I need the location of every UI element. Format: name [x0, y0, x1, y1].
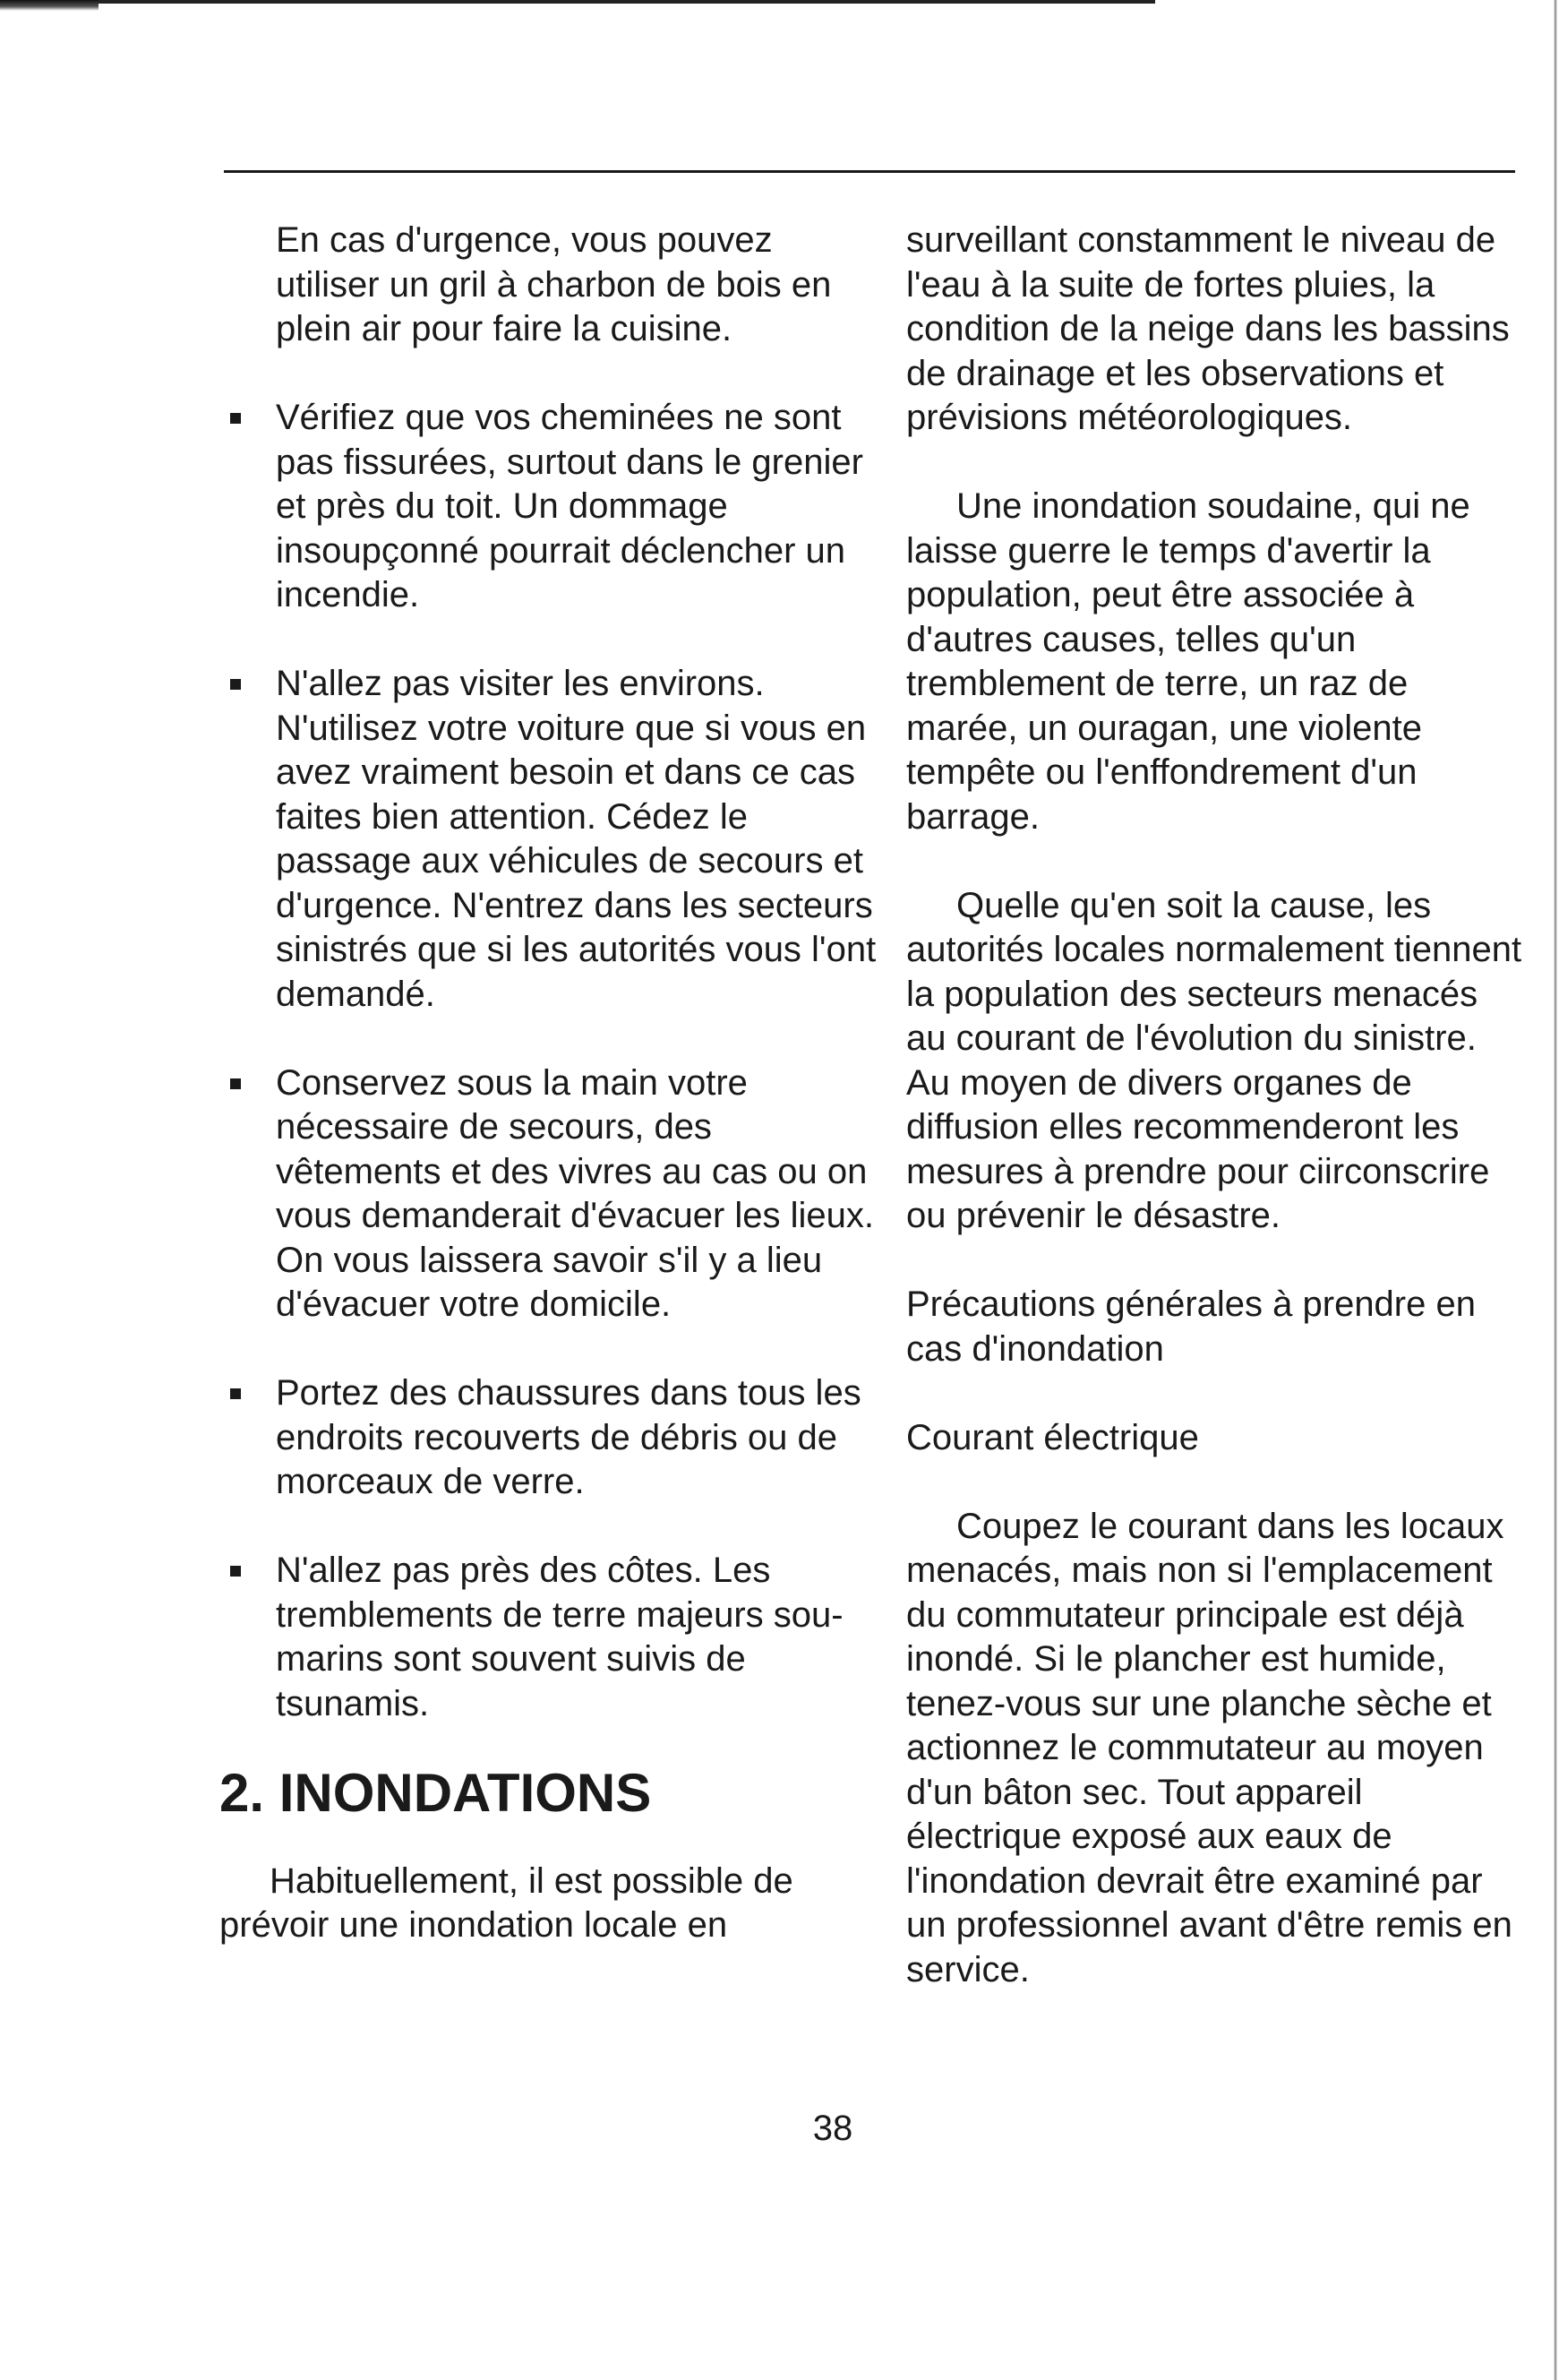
continuation-paragraph: surveillant constamment le niveau de l'eau à la suite de fortes pluies, la condition de la neige dans les bassins de drainage et les observations et prévisions météorologiques.	[906, 220, 1510, 437]
intro-paragraph: En cas d'urgence, vous pouvez utiliser un gril à charbon de bois en plein air pour faire la cuisine.	[276, 220, 832, 348]
scan-corner-shadow	[0, 0, 99, 11]
section-heading: 2. INONDATIONS	[219, 1762, 652, 1823]
electric-current-paragraph: Coupez le courant dans les locaux menacés, mais non si l'emplacement du commutateur principale est déjà inondé. Si le plancher est humide, tenez-vous sur une planche sèche et actionnez le commutateur au moyen d'un bâton sec. Tout appareil électrique exposé aux eaux de l'inondation devrait être examiné par un professionnel avant d'être remis en service.	[906, 1506, 1512, 1989]
general-precautions-subheading: Précautions générales à prendre en cas d'inondation	[906, 1285, 1476, 1369]
left-column	[219, 219, 882, 1948]
list-item	[219, 662, 882, 1017]
section-intro-paragraph: Habituellement, il est possible de prévoir une inondation locale en	[219, 1860, 793, 1945]
page-number: 38	[812, 2109, 853, 2148]
sudden-flood-paragraph: Une inondation soudaine, qui ne laisse guerre le temps d'avertir la population, peut être associée à d'autres causes, telles qu'un tremblement de terre, un raz de marée, un ouragan, une violente tempête ou l'enffondrement d'un barrage.	[906, 486, 1470, 837]
list-item	[219, 1549, 882, 1726]
header-rule	[224, 170, 1515, 173]
electric-current-subheading: Courant électrique	[906, 1417, 1199, 1457]
list-item-text: N'allez pas près des côtes. Les tremblements de terre majeurs sou-marins sont souvent suivis de tsunamis.	[276, 1551, 844, 1723]
bullet-square-icon	[230, 1078, 241, 1089]
bullet-square-icon	[230, 413, 241, 424]
list-item	[219, 1061, 882, 1327]
right-column	[906, 219, 1524, 1992]
bullet-square-icon	[230, 1566, 241, 1577]
authorities-paragraph: Quelle qu'en soit la cause, les autorités locales normalement tiennent la population des secteurs menacés au courant de l'évolution du sinistre. Au moyen de divers organes de diffusion elles recommenderont les mesures à prendre pour ciirconscrire ou prévenir le désastre.	[906, 885, 1522, 1235]
scan-right-edge	[1554, 0, 1557, 2380]
list-item	[219, 396, 882, 618]
list-item-text: Vérifiez que vos cheminées ne sont pas fissurées, surtout dans le grenier et près du toit. Un dommage insoupçonné pourrait déclencher un incendie.	[276, 398, 863, 614]
scan-top-edge	[0, 0, 1155, 4]
bullet-square-icon	[230, 679, 241, 690]
list-item	[219, 1371, 882, 1505]
list-item-text: Portez des chaussures dans tous les endroits recouverts de débris ou de morceaux de verre.	[276, 1373, 861, 1501]
list-item-text: N'allez pas visiter les environs. N'utilisez votre voiture que si vous en avez vraiment besoin et dans ce cas faites bien attention. Cédez le passage aux véhicules de secours et d'urgence. N'entrez dans les secteurs sinistrés que si les autorités vous l'ont demandé.	[276, 664, 877, 1014]
bullet-square-icon	[230, 1388, 241, 1399]
list-item-text: Conservez sous la main votre nécessaire de secours, des vêtements et des vivres au cas ou on vous demanderait d'évacuer les lieux. On vous laissera savoir s'il y a lieu d'évacuer votre domicile.	[276, 1062, 875, 1324]
